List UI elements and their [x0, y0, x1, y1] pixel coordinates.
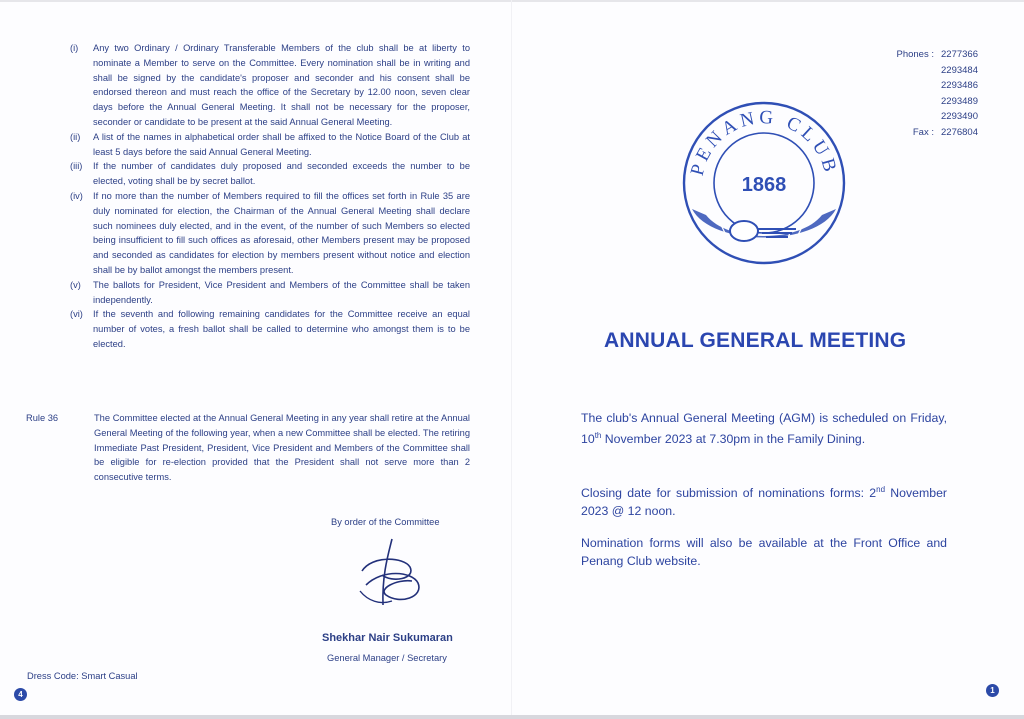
rule-35-list	[70, 41, 470, 352]
rule-text: If the number of candidates duly proposed and seconded exceeds the number to be elected, voting shall be by secret ballot.	[93, 161, 470, 187]
paragraph-text: The club's Annual General Meeting (AGM) is scheduled on Friday, 10	[581, 411, 947, 447]
fax-number: 2276804	[941, 126, 978, 138]
rule-number: (ii)	[70, 131, 81, 142]
rule-item	[70, 130, 470, 160]
rule-text: If the seventh and following remaining candidates for the Committee receive an equal number of votes, a fresh ballot shall be called to determine who amongst them is to be elected.	[93, 309, 470, 349]
rule-text: The ballots for President, Vice President and Members of the Committee shall be taken independently.	[93, 279, 470, 305]
svg-text:1868: 1868	[741, 174, 787, 196]
rule-number: (v)	[70, 279, 81, 290]
rule-item	[70, 159, 470, 189]
rule-item	[70, 189, 470, 278]
bottom-edge	[0, 715, 1024, 719]
svg-text:PENANG CLUB: PENANG CLUB	[686, 106, 842, 178]
page-title: ANNUAL GENERAL MEETING	[604, 329, 907, 352]
closing-date-paragraph	[581, 481, 947, 520]
page-number-badge: 4	[14, 688, 27, 701]
ordinal-suffix: th	[594, 431, 602, 440]
signer-name: Shekhar Nair Sukumaran	[322, 632, 453, 644]
signature-image	[352, 535, 444, 611]
rule-36-label: Rule 36	[26, 413, 59, 423]
page-fold	[511, 0, 512, 719]
by-order-line: By order of the Committee	[331, 517, 440, 527]
rule-number: (iv)	[70, 190, 83, 201]
rule-item	[70, 41, 470, 130]
signer-title: General Manager / Secretary	[327, 653, 447, 663]
phone-number: 2293484	[941, 64, 978, 76]
nomination-forms-paragraph: Nomination forms will also be available at the Front Office and Penang Club website.	[581, 536, 947, 568]
penang-club-logo	[672, 97, 856, 273]
top-edge	[0, 0, 1024, 2]
paragraph-text: November 2023 at 7.30pm in the Family Dining.	[601, 432, 866, 447]
rule-number: (vi)	[70, 309, 83, 320]
ordinal-suffix: nd	[876, 485, 886, 494]
paragraph-text: November 2023 @ 12 noon.	[581, 486, 948, 519]
rule-text: If no more than the number of Members required to fill the offices set forth in Rule 35 are duly nominated for election, the Chairman of the Annual General Meeting shall declare such nominees duly elected, and in the event, of the number of such Members so elected being insufficient to fill such offices as aforesaid, other Members present may be proposed and seconded as candidates for election by members present without notice and election shall be by ballot amongst the members present.	[93, 190, 470, 275]
phone-number: 2277366	[941, 49, 978, 60]
rule-36-text: The Committee elected at the Annual General Meeting in any year shall retire at the Annual General Meeting of the following year, when a new Committee shall be elected. The retiring Immediate Past President, President, Vice President and Members of the Committee shall be eligible for re-election provided that the President shall not serve more than 2 consecutive terms.	[94, 413, 470, 483]
agm-schedule-paragraph	[581, 409, 947, 448]
phone-number: 2293490	[941, 111, 978, 122]
phone-label: Phones :	[896, 49, 934, 60]
rule-item	[70, 307, 470, 351]
rule-number: (iii)	[70, 161, 83, 172]
page-number-badge: 1	[986, 684, 999, 697]
rule-item	[70, 278, 470, 308]
rule-text: A list of the names in alphabetical order shall be affixed to the Notice Board of the Club at least 5 days before the said Annual General Meeting.	[93, 131, 470, 157]
phone-number: 2293489	[941, 95, 978, 107]
fax-label: Fax :	[912, 126, 934, 138]
dress-code: Dress Code: Smart Casual	[27, 671, 138, 681]
phone-number: 2293486	[941, 80, 978, 91]
paragraph-text: Closing date for submission of nominations forms: 2	[581, 486, 877, 501]
rule-text: Any two Ordinary / Ordinary Transferable Members of the club shall be at liberty to nominate a Member to serve on the Committee. Every nomination shall be in writing and shall be signed by the candidate's proposer and seconder and his consent shall be endorsed thereon and must reach the office of the Secretary by 12.00 noon, seven clear days before the Annual General Meeting. It shall not be necessary for the proposer, seconder or candidate to be present at the said Annual General Meeting.	[93, 43, 470, 127]
rule-number: (i)	[70, 43, 79, 53]
